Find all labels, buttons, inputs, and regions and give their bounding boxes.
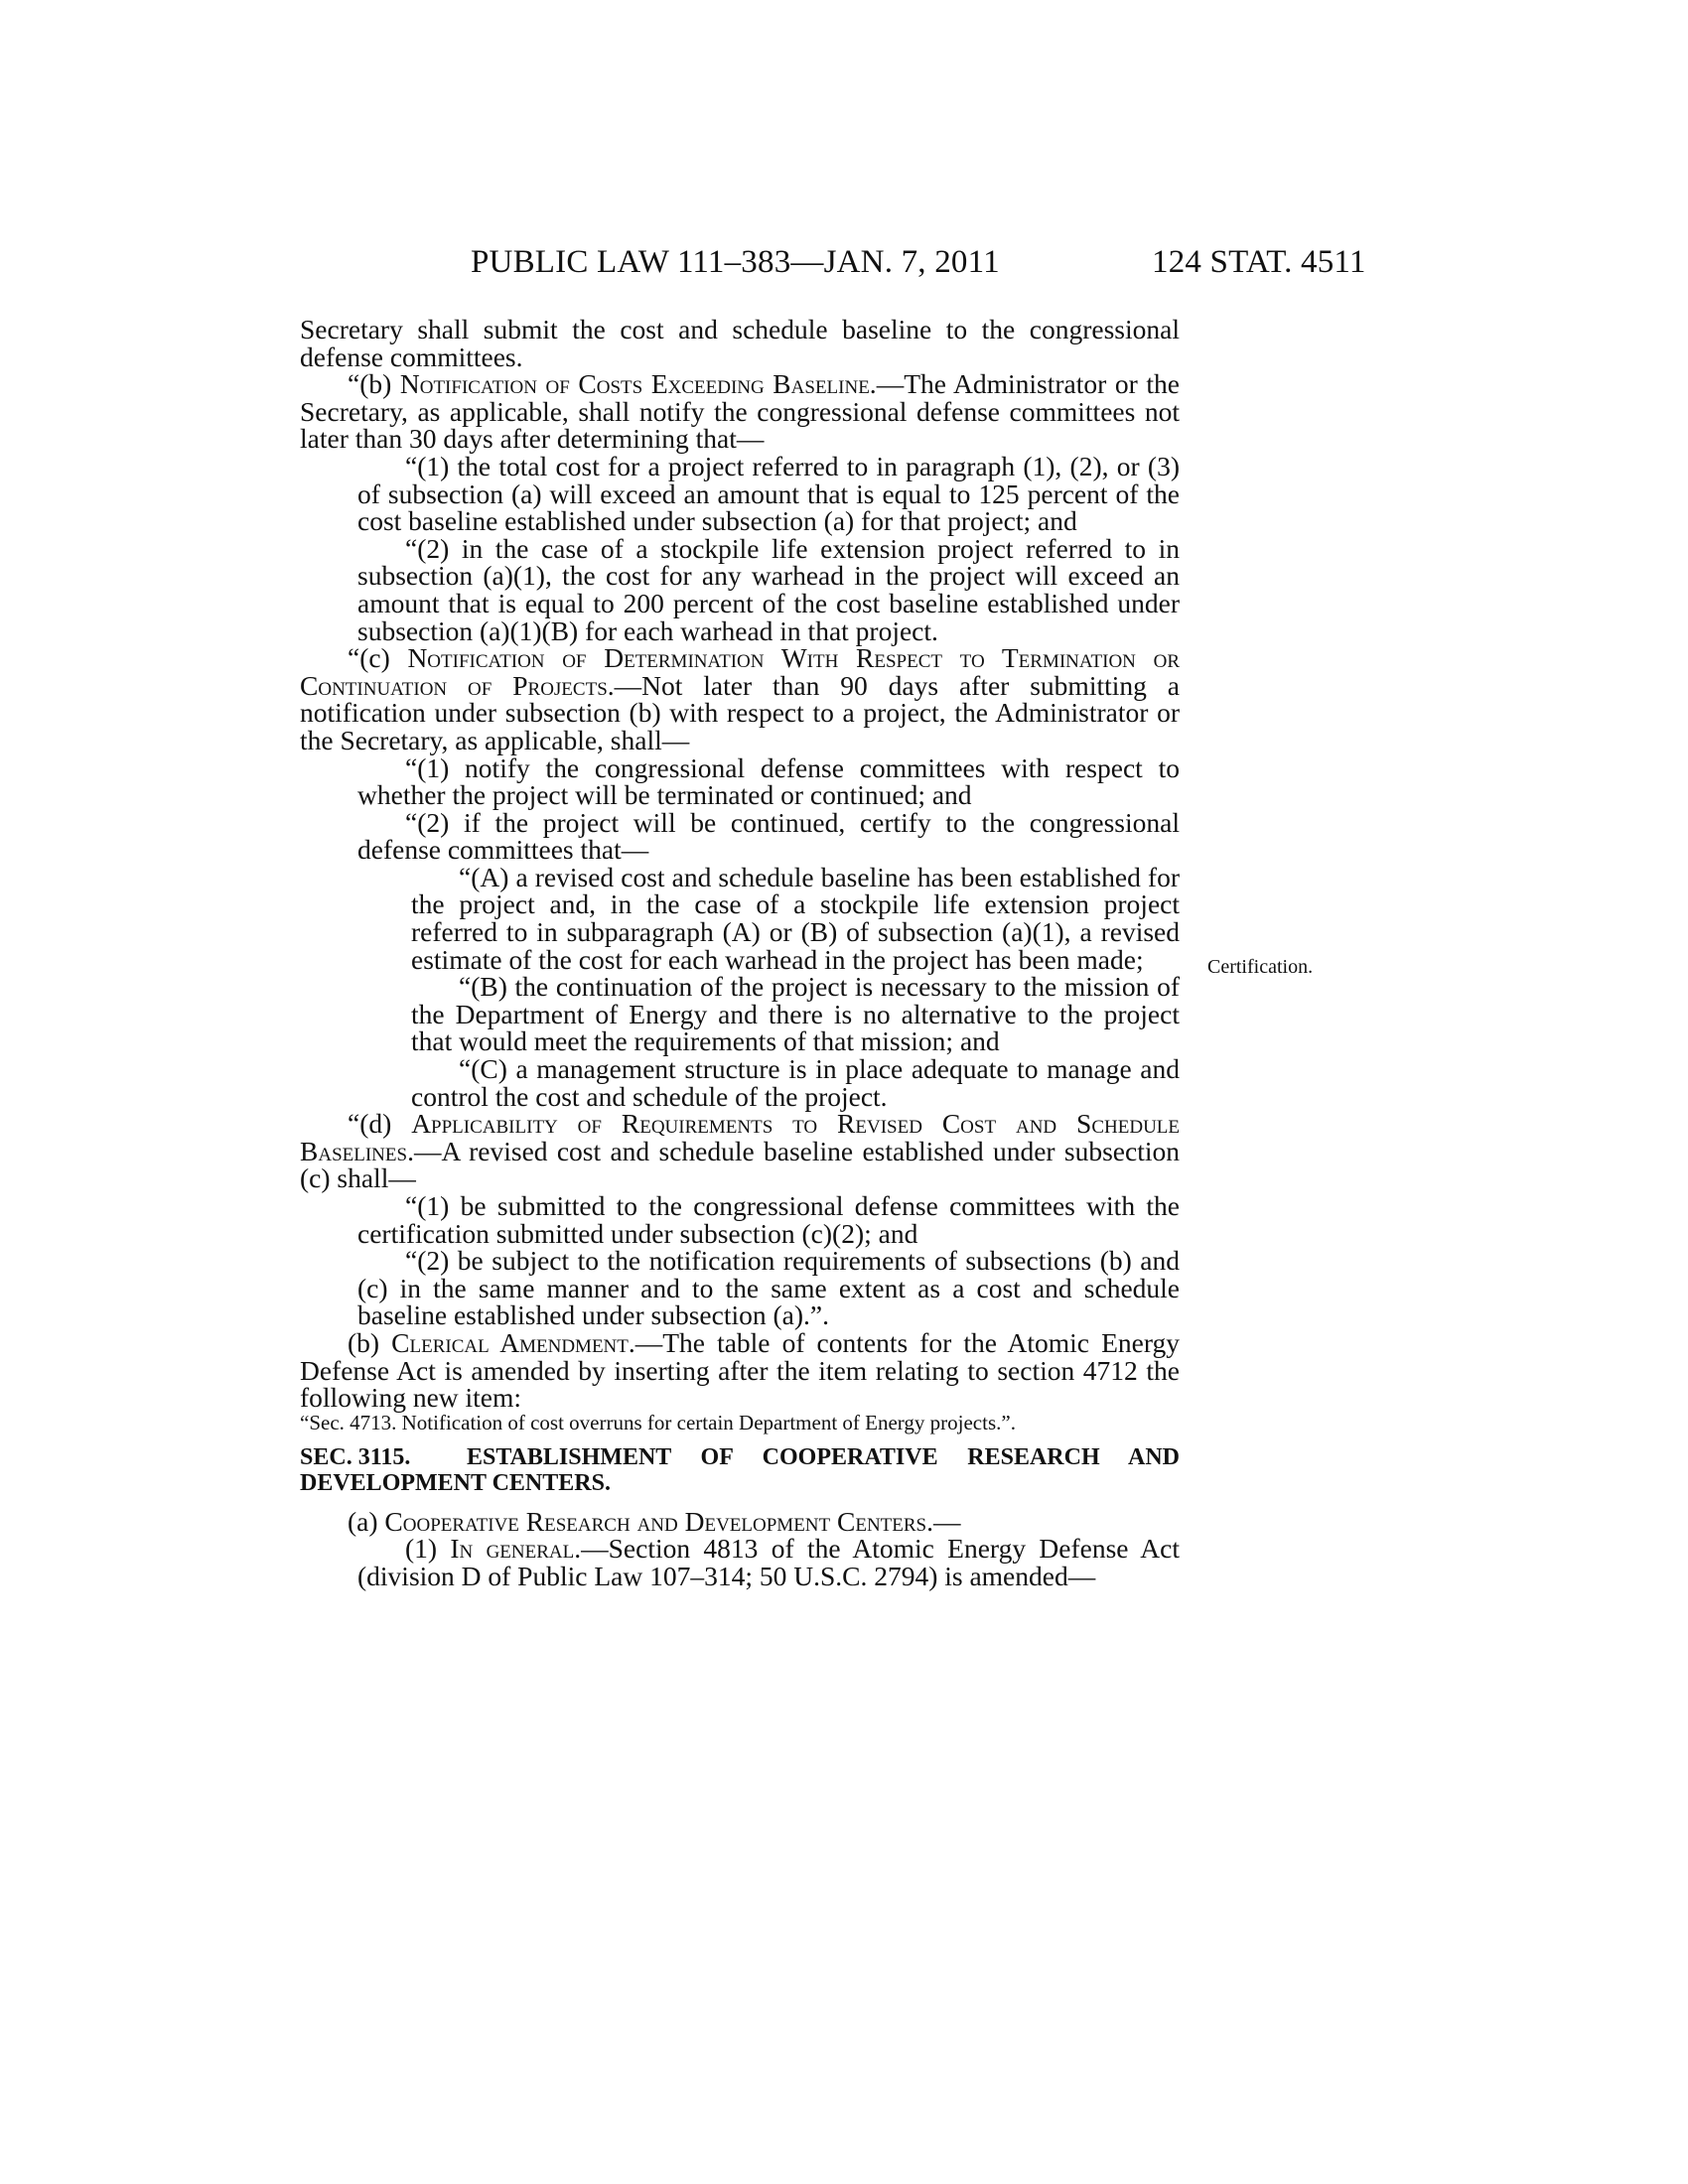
subsection-c-para-2: “(2) if the project will be continued, certify to the congressional defense committees that—: [357, 806, 1180, 866]
subsection-b: “(b) Notification of Costs Exceeding Baseline.—The Administrator or the Secretary, as applicable, shall notify the congressional defense committees not later than 30 days after determining that—: [300, 368, 1180, 455]
statute-body: [300, 316, 1180, 1590]
subsection-c-heading: Notification of Determination With Respect to Termination or Continuation of Projects.: [300, 642, 1180, 701]
subsection-d-para-2: “(2) be subject to the notification requirements of subsections (b) and (c) in the same manner and to the same extent as a cost and schedule baseline established under subsection (a).”.: [357, 1245, 1180, 1331]
section-title: ESTABLISHMENT OF COOPERATIVE RESEARCH AND DEVELOPMENT CENTERS.: [300, 1443, 1180, 1496]
subsection-a-para-1: (1) In general.—Section 4813 of the Atomic Energy Defense Act (division D of Public Law 107–314; 50 U.S.C. 2794) is amended—: [357, 1533, 1180, 1591]
section-heading: [300, 1444, 1180, 1496]
subsection-a-para-1-heading: In general.: [450, 1533, 582, 1565]
clerical-amendment-heading: Clerical Amendment.: [391, 1326, 635, 1358]
paragraph-continued: Secretary shall submit the cost and schedule baseline to the congressional defense committees.: [300, 314, 1180, 372]
subsection-a: (a) Cooperative Research and Development Centers.—: [348, 1505, 961, 1537]
subsection-c-para-1: “(1) notify the congressional defense committees with respect to whether the project will be terminated or continued; and: [357, 751, 1180, 811]
running-header-law: PUBLIC LAW 111–383—JAN. 7, 2011: [471, 244, 1000, 280]
subsection-b-heading: Notification of Costs Exceeding Baseline.: [399, 368, 877, 400]
toc-item: “Sec. 4713. Notification of cost overruns for certain Department of Energy projects.”.: [300, 1410, 1016, 1434]
subsection-c-subpara-a: “(A) a revised cost and schedule baseline has been established for the project and, in the case of a stockpile life extension project referred to in subparagraph (A) or (B) of subsection (a)(1), a revised estimate of the cost for each warhead in the project has been made;: [411, 861, 1180, 975]
subsection-c-subpara-b: “(B) the continuation of the project is necessary to the mission of the Department of Energy and there is no alternative to the project that would meet the requirements of that mission; and: [411, 971, 1180, 1057]
subsection-d: “(d) Applicability of Requirements to Revised Cost and Schedule Baselines.—A revised cost and schedule baseline established under subsection (c) shall—: [300, 1108, 1180, 1194]
clerical-amendment: (b) Clerical Amendment.—The table of contents for the Atomic Energy Defense Act is amended by inserting after the item relating to section 4712 the following new item:: [300, 1326, 1180, 1414]
subsection-d-para-1: “(1) be submitted to the congressional defense committees with the certification submitted under subsection (c)(2); and: [357, 1190, 1180, 1249]
subsection-d-heading: Applicability of Requirements to Revised Cost and Schedule Baselines.: [300, 1108, 1180, 1166]
subsection-c-subpara-c: “(C) a management structure is in place adequate to manage and control the cost and schedule of the project.: [411, 1053, 1180, 1112]
subsection-a-heading: Cooperative Research and Development Centers.: [384, 1505, 933, 1537]
subsection-b-para-1: “(1) the total cost for a project referred to in paragraph (1), (2), or (3) of subsection (a) will exceed an amount that is equal to 125 percent of the cost baseline established under subsection (a) for that project; and: [357, 450, 1180, 537]
section-number: SEC. 3115.: [300, 1443, 411, 1470]
subsection-b-para-2: “(2) in the case of a stockpile life extension project referred to in subsection (a)(1), the cost for any warhead in the project will exceed an amount that is equal to 200 percent of the cost baseline established under subsection (a)(1)(B) for each warhead in that project.: [357, 532, 1180, 646]
running-header-stat: 124 STAT. 4511: [1152, 244, 1366, 280]
margin-note: Certification.: [1207, 956, 1314, 978]
subsection-c: “(c) Notification of Determination With Respect to Termination or Continuation of Projects.—Not later than 90 days after submitting a notification under subsection (b) with respect to a project, the Administrator or the Secretary, as applicable, shall—: [300, 642, 1180, 755]
